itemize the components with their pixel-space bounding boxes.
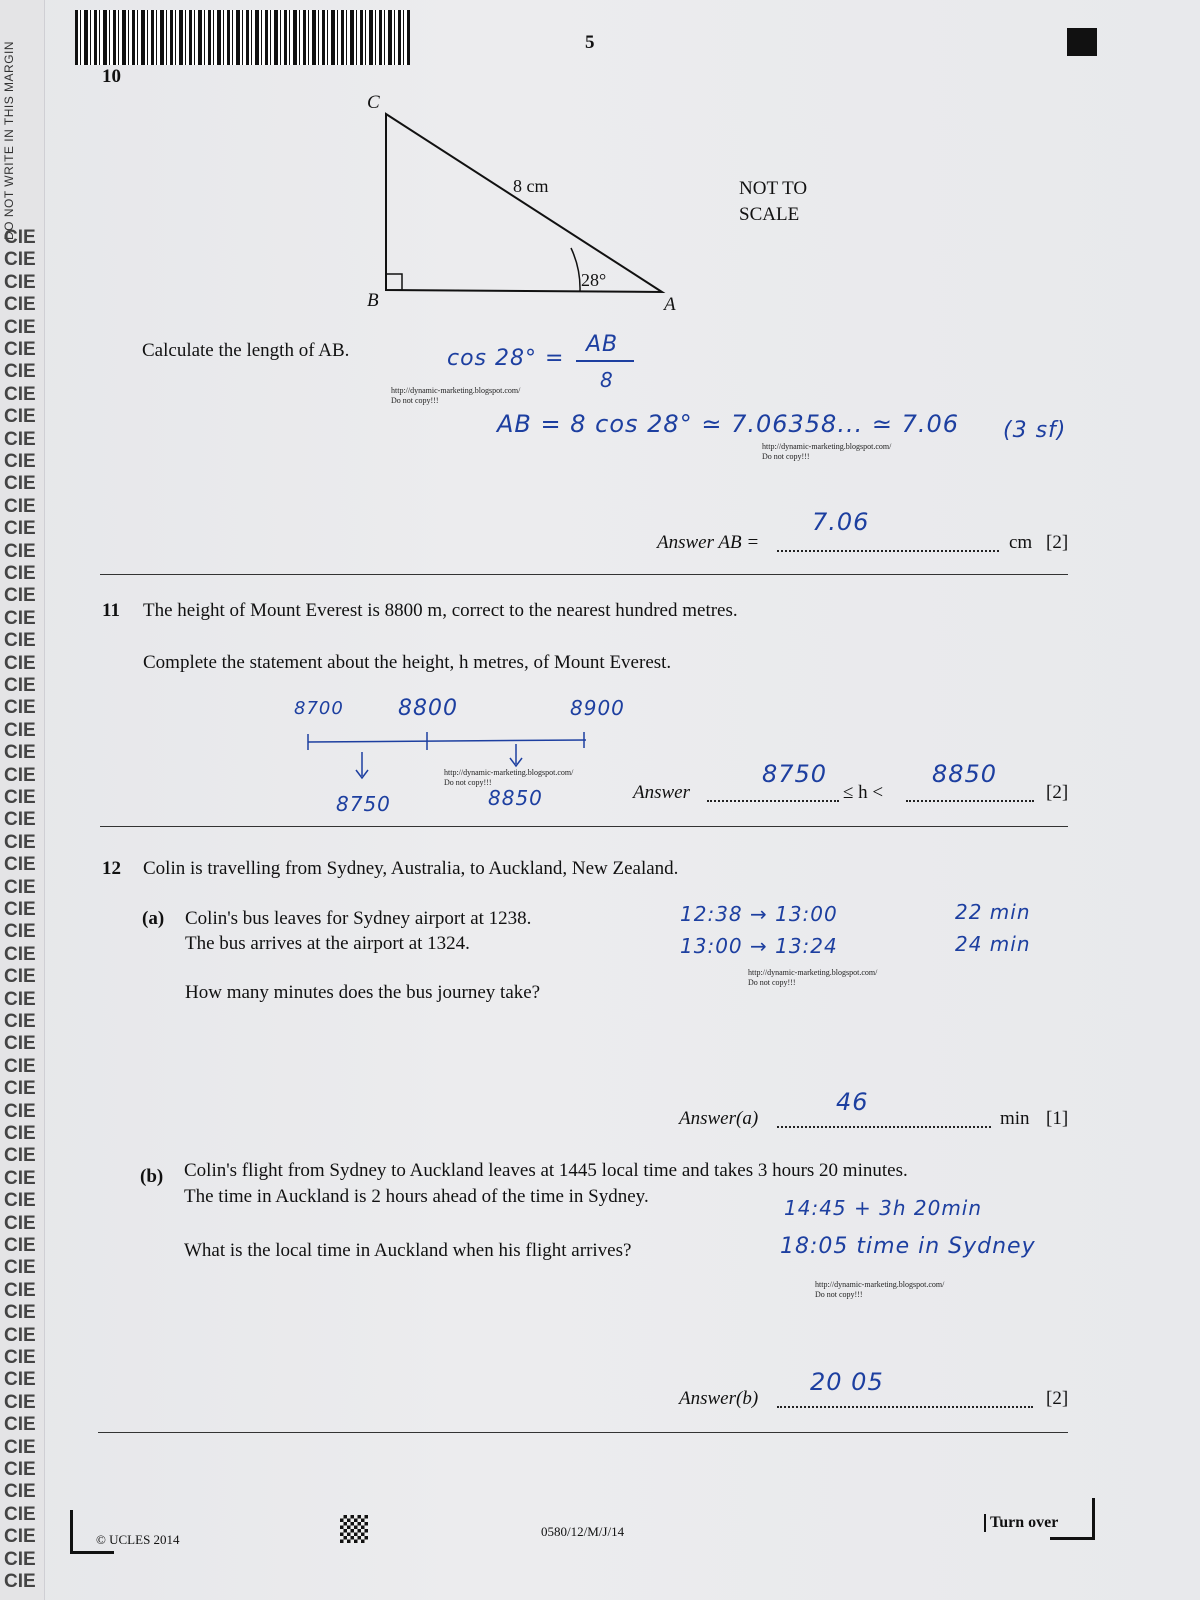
cie-margin-mark: CIE [4, 652, 36, 674]
cie-margin-mark: CIE [4, 630, 36, 652]
q10-question: Calculate the length of AB. [142, 340, 350, 361]
cie-margin-mark: CIE [4, 1055, 36, 1077]
q12a-answer-field[interactable] [777, 1126, 991, 1128]
vertex-b: B [367, 290, 379, 311]
cie-margin-mark: CIE [4, 607, 36, 629]
q10-work-frac-num: AB [586, 332, 619, 357]
q11-answer-upper: 8850 [932, 760, 998, 788]
cie-margin-mark: CIE [4, 473, 36, 495]
q12a-work2b: 24 min [955, 932, 1031, 956]
q12a-line2: The bus arrives at the airport at 1324. [185, 933, 470, 954]
q11-answer-lower: 8750 [762, 760, 828, 788]
cie-margin-mark: CIE [4, 921, 36, 943]
q12a-unit: min [1000, 1108, 1030, 1129]
cie-margin-mark: CIE [4, 831, 36, 853]
q11-number: 11 [102, 600, 120, 621]
vertex-a: A [664, 294, 676, 315]
cie-margin-mark: CIE [4, 1459, 36, 1480]
q12b-answer-value: 20 05 [810, 1368, 884, 1396]
cie-margin-mark: CIE [4, 1235, 36, 1256]
cie-margin-mark: CIE [4, 1011, 36, 1032]
cie-margin-mark: CIE [4, 1324, 36, 1346]
corner-mark-right-h [1050, 1537, 1095, 1540]
watermark-4: http://dynamic-marketing.blogspot.com/ Do not copy!!! [748, 968, 878, 987]
angle-arc [571, 248, 580, 291]
divider-3 [98, 1432, 1068, 1433]
cie-margin-mark: CIE [4, 764, 36, 786]
copyright: © UCLES 2014 [96, 1532, 180, 1547]
cie-margin-mark: CIE [4, 966, 36, 988]
q12a-work2: 13:00 → 13:24 [680, 934, 838, 958]
triangle-shape [386, 114, 662, 292]
q11-answer-lower-field[interactable] [707, 800, 839, 802]
cie-margin-mark: CIE [4, 742, 36, 764]
cie-margin-mark: CIE [4, 428, 36, 450]
cie-margin-mark: CIE [4, 876, 36, 898]
right-angle-mark [386, 274, 402, 290]
q12a-question: How many minutes does the bus journey take? [185, 982, 541, 1003]
q10-work-line2: AB = 8 cos 28° ≃ 7.06358... ≃ 7.06 [497, 410, 960, 438]
cie-margin-mark: CIE [4, 1369, 36, 1391]
q10-answer-value: 7.06 [812, 508, 870, 536]
q11-line1: The height of Mount Everest is 8800 m, correct to the nearest hundred metres. [143, 600, 738, 621]
q10-frac-bar [576, 360, 634, 362]
registration-mark [1067, 28, 1097, 56]
q10-work-line3: (3 sf) [1003, 418, 1067, 443]
vertex-c: C [367, 92, 380, 113]
divider-2 [100, 826, 1068, 827]
q12a-work1b: 22 min [955, 900, 1031, 924]
turn-over-bar [984, 1514, 986, 1532]
q12a-answer-value: 46 [836, 1088, 869, 1116]
cie-margin-mark: CIE [4, 1503, 36, 1525]
cie-margin-mark: CIE [4, 271, 36, 293]
cie-margin-mark: CIE [4, 585, 36, 607]
cie-margin-mark: CIE [4, 1167, 36, 1189]
cie-margin-mark: CIE [4, 988, 36, 1010]
cie-margin-mark: CIE [4, 809, 36, 831]
q10-marks: [2] [1046, 532, 1069, 553]
cie-margin-mark: CIE [4, 1257, 36, 1279]
cie-margin-mark: CIE [4, 943, 36, 965]
cie-margin-mark: CIE [4, 787, 36, 808]
cie-margin-mark: CIE [4, 1347, 36, 1368]
cie-margin-mark: CIE [4, 451, 36, 472]
cie-margin-mark: CIE [4, 1279, 36, 1301]
cie-margin-mark: CIE [4, 339, 36, 360]
nl-8850: 8850 [488, 786, 543, 810]
cie-margin-mark: CIE [4, 719, 36, 741]
cie-margin-mark: CIE [4, 540, 36, 562]
side-label: 8 cm [513, 176, 549, 196]
q12-intro: Colin is travelling from Sydney, Australia, to Auckland, New Zealand. [143, 858, 679, 879]
cie-margin-mark: CIE [4, 899, 36, 920]
q12a-line1: Colin's bus leaves for Sydney airport at 1238. [185, 908, 532, 929]
angle-label: 28° [581, 270, 607, 290]
qr-code [340, 1515, 368, 1543]
q11-line2: Complete the statement about the height, h metres, of Mount Everest. [143, 652, 672, 673]
q12b-answer-label: Answer(b) [679, 1388, 759, 1409]
paper-code: 0580/12/M/J/14 [541, 1524, 625, 1539]
watermark-5: http://dynamic-marketing.blogspot.com/ Do not copy!!! [815, 1280, 945, 1299]
q12a-answer-label: Answer(a) [679, 1108, 759, 1129]
q12b-work2: 18:05 time in Sydney [780, 1234, 1036, 1259]
cie-margin-mark: CIE [4, 495, 36, 517]
q12b-question: What is the local time in Auckland when his flight arrives? [184, 1240, 632, 1261]
cie-margin-mark: CIE [4, 1526, 36, 1548]
cie-margin-mark: CIE [4, 1436, 36, 1458]
cie-margin-mark: CIE [4, 697, 36, 719]
cie-margin-mark: CIE [4, 1414, 36, 1436]
not-to-scale-2: SCALE [739, 204, 800, 225]
margin-warning: DO NOT WRITE IN THIS MARGIN [2, 40, 16, 240]
cie-margin-mark: CIE [4, 1123, 36, 1144]
q12a-marks: [1] [1046, 1108, 1069, 1129]
nl-8900: 8900 [570, 696, 625, 720]
cie-margin-mark: CIE [4, 316, 36, 338]
cie-margin-mark: CIE [4, 518, 36, 540]
q12-number: 12 [102, 858, 121, 879]
q11-answer-label: Answer [633, 782, 690, 803]
cie-margin-mark: CIE [4, 1145, 36, 1167]
cie-margin-mark: CIE [4, 1100, 36, 1122]
nl-8750: 8750 [336, 792, 391, 816]
corner-mark-left-h [70, 1551, 114, 1554]
q10-work-cos: cos 28° = [447, 346, 565, 371]
cie-margin-mark: CIE [4, 1571, 36, 1592]
not-to-scale-1: NOT TO [739, 178, 808, 199]
turn-over: Turn over [990, 1514, 1059, 1531]
q10-work-frac-den: 8 [600, 368, 614, 392]
q10-answer-label: Answer AB = [657, 532, 760, 553]
cie-margin-mark: CIE [4, 1302, 36, 1324]
q12a-label: (a) [142, 908, 165, 929]
cie-margin-mark: CIE [4, 294, 36, 316]
cie-margin-mark: CIE [4, 1391, 36, 1413]
corner-mark-right-v [1092, 1498, 1095, 1540]
cie-margin-mark: CIE [4, 1548, 36, 1570]
cie-margin-mark: CIE [4, 249, 36, 271]
left-margin [0, 0, 45, 1600]
q11-answer-upper-field[interactable] [906, 800, 1034, 802]
cie-margin-mark: CIE [4, 361, 36, 383]
cie-margin-mark: CIE [4, 675, 36, 696]
q12b-work1: 14:45 + 3h 20min [784, 1196, 983, 1220]
q12b-line1: Colin's flight from Sydney to Auckland leaves at 1445 local time and takes 3 hours 20 minutes. [184, 1160, 908, 1181]
q12b-answer-field[interactable] [777, 1406, 1033, 1408]
q12a-work1: 12:38 → 13:00 [680, 902, 838, 926]
nl-8800: 8800 [398, 696, 458, 721]
q11-marks: [2] [1046, 782, 1069, 803]
watermark-1: http://dynamic-marketing.blogspot.com/ Do not copy!!! [391, 386, 521, 405]
q10-answer-field[interactable] [777, 550, 999, 552]
watermark-2: http://dynamic-marketing.blogspot.com/ Do not copy!!! [762, 442, 892, 461]
triangle-diagram [370, 100, 690, 310]
corner-mark-left-v [70, 1510, 73, 1554]
cie-margin-mark: CIE [4, 1481, 36, 1503]
barcode [75, 10, 410, 65]
cie-margin-mark: CIE [4, 1190, 36, 1212]
q12b-label: (b) [140, 1166, 164, 1187]
cie-margin-mark: CIE [4, 854, 36, 876]
q10-unit: cm [1009, 532, 1033, 553]
cie-margin-mark: CIE [4, 383, 36, 405]
cie-margin-mark: CIE [4, 406, 36, 428]
q12b-line2: The time in Auckland is 2 hours ahead of the time in Sydney. [184, 1186, 649, 1207]
divider-1 [100, 574, 1068, 575]
cie-margin-mark: CIE [4, 563, 36, 584]
cie-margin-mark: CIE [4, 227, 36, 248]
watermark-3: http://dynamic-marketing.blogspot.com/ Do not copy!!! [444, 768, 574, 787]
cie-margin-mark: CIE [4, 1212, 36, 1234]
q10-number: 10 [102, 66, 121, 87]
q12b-marks: [2] [1046, 1388, 1069, 1409]
nl-8700: 8700 [294, 698, 344, 719]
cie-margin-mark: CIE [4, 1078, 36, 1100]
page-number: 5 [585, 32, 595, 53]
cie-margin-mark: CIE [4, 1033, 36, 1055]
q11-answer-middle: ≤ h < [843, 782, 884, 803]
